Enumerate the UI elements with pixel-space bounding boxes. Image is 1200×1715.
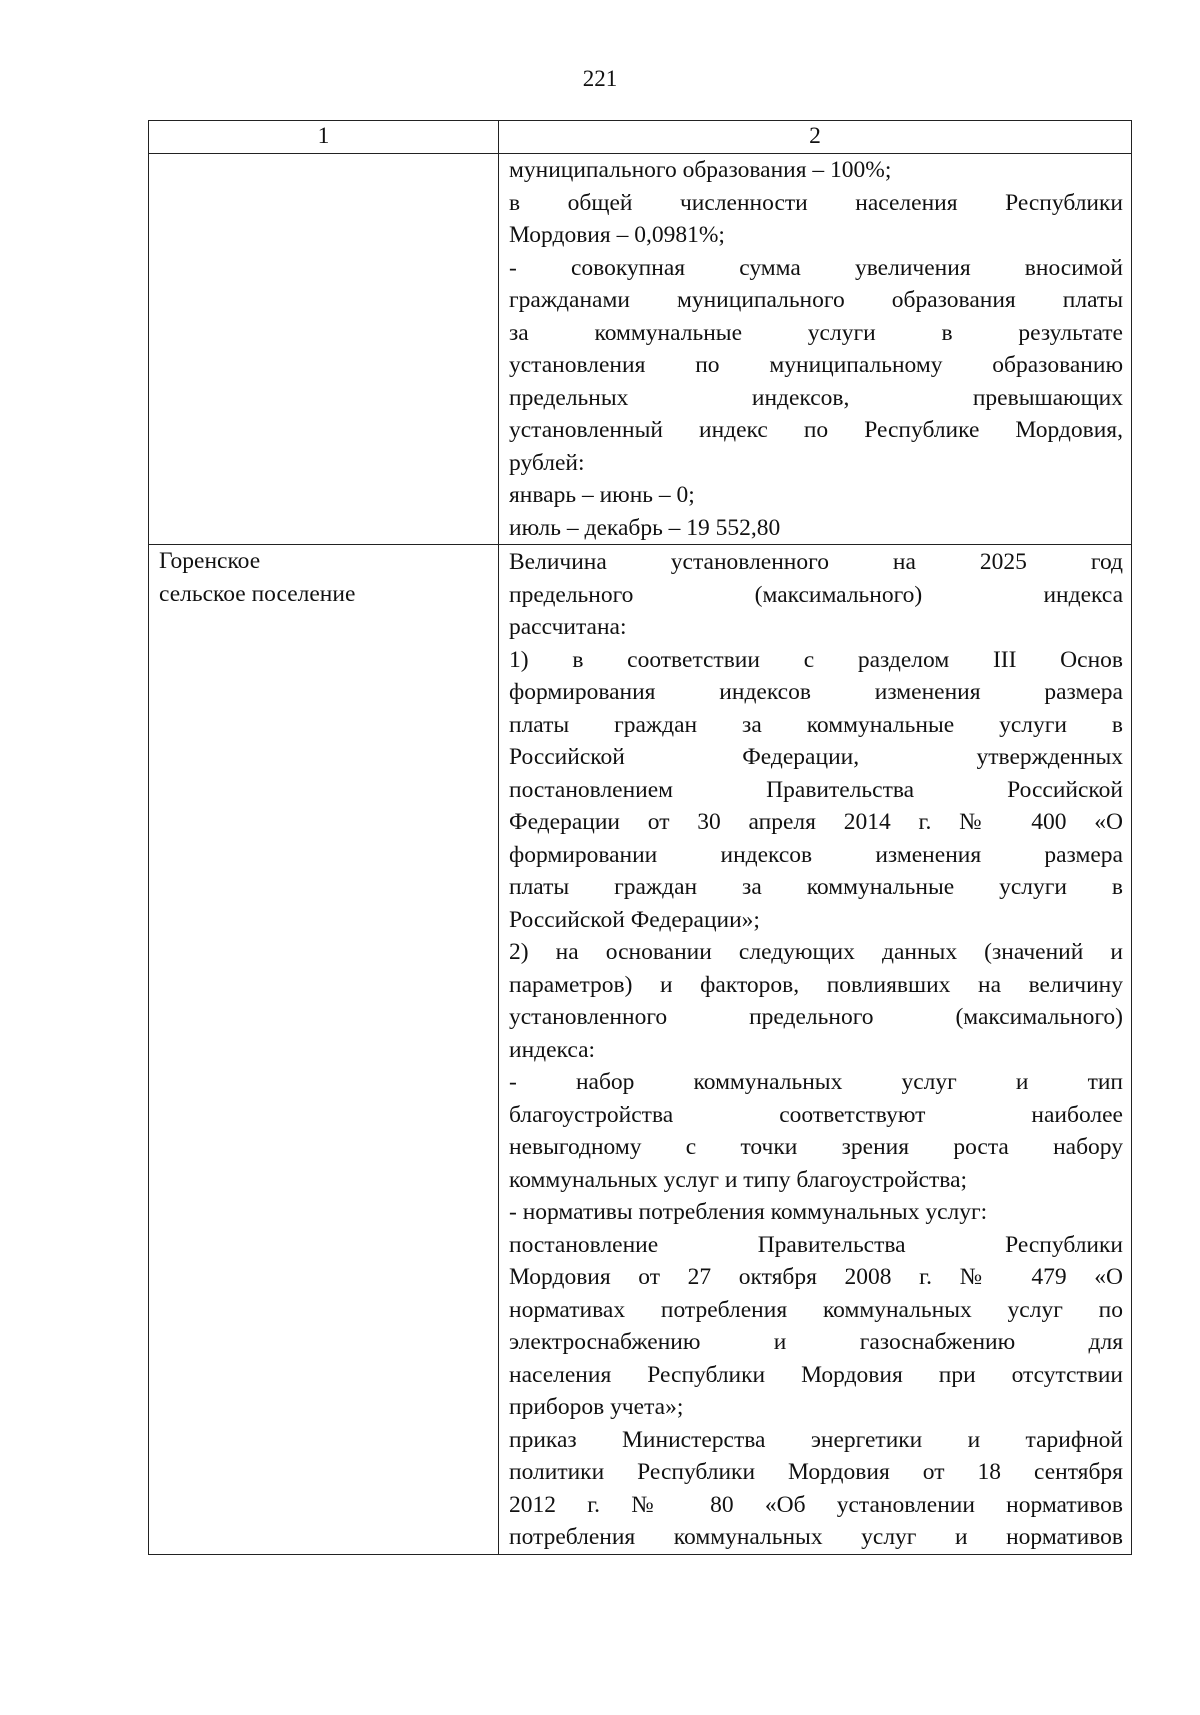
cell-line: Величина установленного на 2025 год: [509, 549, 1123, 575]
row-1-col-1: [149, 545, 499, 1555]
cell-line: приказ Министерства энергетики и тарифной: [509, 1426, 1123, 1453]
cell-line: Федерации от 30 апреля 2014 г. № 400 «О: [509, 809, 1123, 835]
cell-line: постановление Правительства Республики: [509, 1231, 1123, 1258]
row-0-col-2: [499, 154, 1132, 545]
cell-line: Мордовия – 0,0981%;: [509, 222, 725, 248]
header-col-2: 2: [499, 121, 1132, 154]
cell-line: Горенское: [159, 548, 261, 574]
cell-line: благоустройства соответствуют наиболее: [509, 1101, 1123, 1128]
cell-line: установленный индекс по Республике Мордовия,: [509, 417, 1123, 443]
cell-line: январь – июнь – 0;: [509, 482, 695, 508]
cell-line: приборов учета»;: [509, 1394, 684, 1420]
cell-line: предельных индексов, превышающих: [509, 384, 1123, 411]
header-col-1: 1: [149, 121, 499, 154]
cell-line: Российской Федерации»;: [509, 906, 760, 933]
row-1-col-2: [499, 545, 1132, 1555]
cell-line: 1) в соответствии с разделом III Основ: [509, 646, 1123, 673]
cell-line: гражданами муниципального образования платы: [509, 287, 1123, 313]
cell-line: платы граждан за коммунальные услуги в: [509, 711, 1123, 738]
cell-line: - совокупная сумма увеличения вносимой: [509, 254, 1123, 281]
cell-line: Российской Федерации, утвержденных: [509, 744, 1123, 770]
document-table: [148, 120, 1132, 1555]
cell-line: 2012 г. № 80 «Об установлении нормативов: [509, 1491, 1123, 1518]
cell-line: формирования индексов изменения размера: [509, 679, 1123, 705]
page-number: 221: [582, 66, 618, 91]
cell-line: потребления коммунальных услуг и нормативов: [509, 1524, 1123, 1550]
cell-line: электроснабжению и газоснабжению для: [509, 1329, 1123, 1355]
cell-line: - нормативы потребления коммунальных услуг:: [509, 1199, 988, 1225]
cell-line: Мордовия от 27 октября 2008 г. № 479 «О: [509, 1264, 1123, 1290]
cell-line: муниципального образования – 100%;: [509, 157, 892, 183]
cell-line: - набор коммунальных услуг и тип: [509, 1069, 1123, 1095]
cell-line: нормативах потребления коммунальных услуг по: [509, 1296, 1123, 1323]
table-row: [149, 154, 1132, 545]
row-0-col-1: [149, 154, 499, 545]
table-row: [149, 545, 1132, 1555]
cell-line: в общей численности населения Республики: [509, 189, 1123, 216]
cell-line: политики Республики Мордовия от 18 сентября: [509, 1459, 1123, 1485]
cell-line: 2) на основании следующих данных (значений и: [509, 939, 1123, 965]
cell-line: индекса:: [509, 1036, 596, 1063]
cell-line: рассчитана:: [509, 614, 627, 640]
cell-line: установленного предельного (максимального): [509, 1004, 1123, 1030]
cell-line: формировании индексов изменения размера: [509, 841, 1123, 868]
cell-line: коммунальных услуг и типу благоустройства;: [509, 1166, 968, 1193]
cell-line: июль – декабрь – 19 552,80: [509, 514, 781, 541]
cell-line: установления по муниципальному образованию: [509, 352, 1123, 378]
cell-line: параметров) и факторов, повлиявших на величину: [509, 971, 1123, 998]
cell-line: постановлением Правительства Российской: [509, 776, 1123, 803]
table-header-row: [149, 121, 1132, 154]
cell-line: за коммунальные услуги в результате: [509, 319, 1123, 346]
cell-line: сельское поселение: [159, 580, 356, 607]
cell-line: населения Республики Мордовия при отсутствии: [509, 1361, 1123, 1388]
cell-line: невыгодному с точки зрения роста набору: [509, 1134, 1123, 1160]
cell-line: предельного (максимального) индекса: [509, 581, 1123, 608]
cell-line: платы граждан за коммунальные услуги в: [509, 874, 1123, 900]
cell-line: рублей:: [509, 449, 585, 476]
